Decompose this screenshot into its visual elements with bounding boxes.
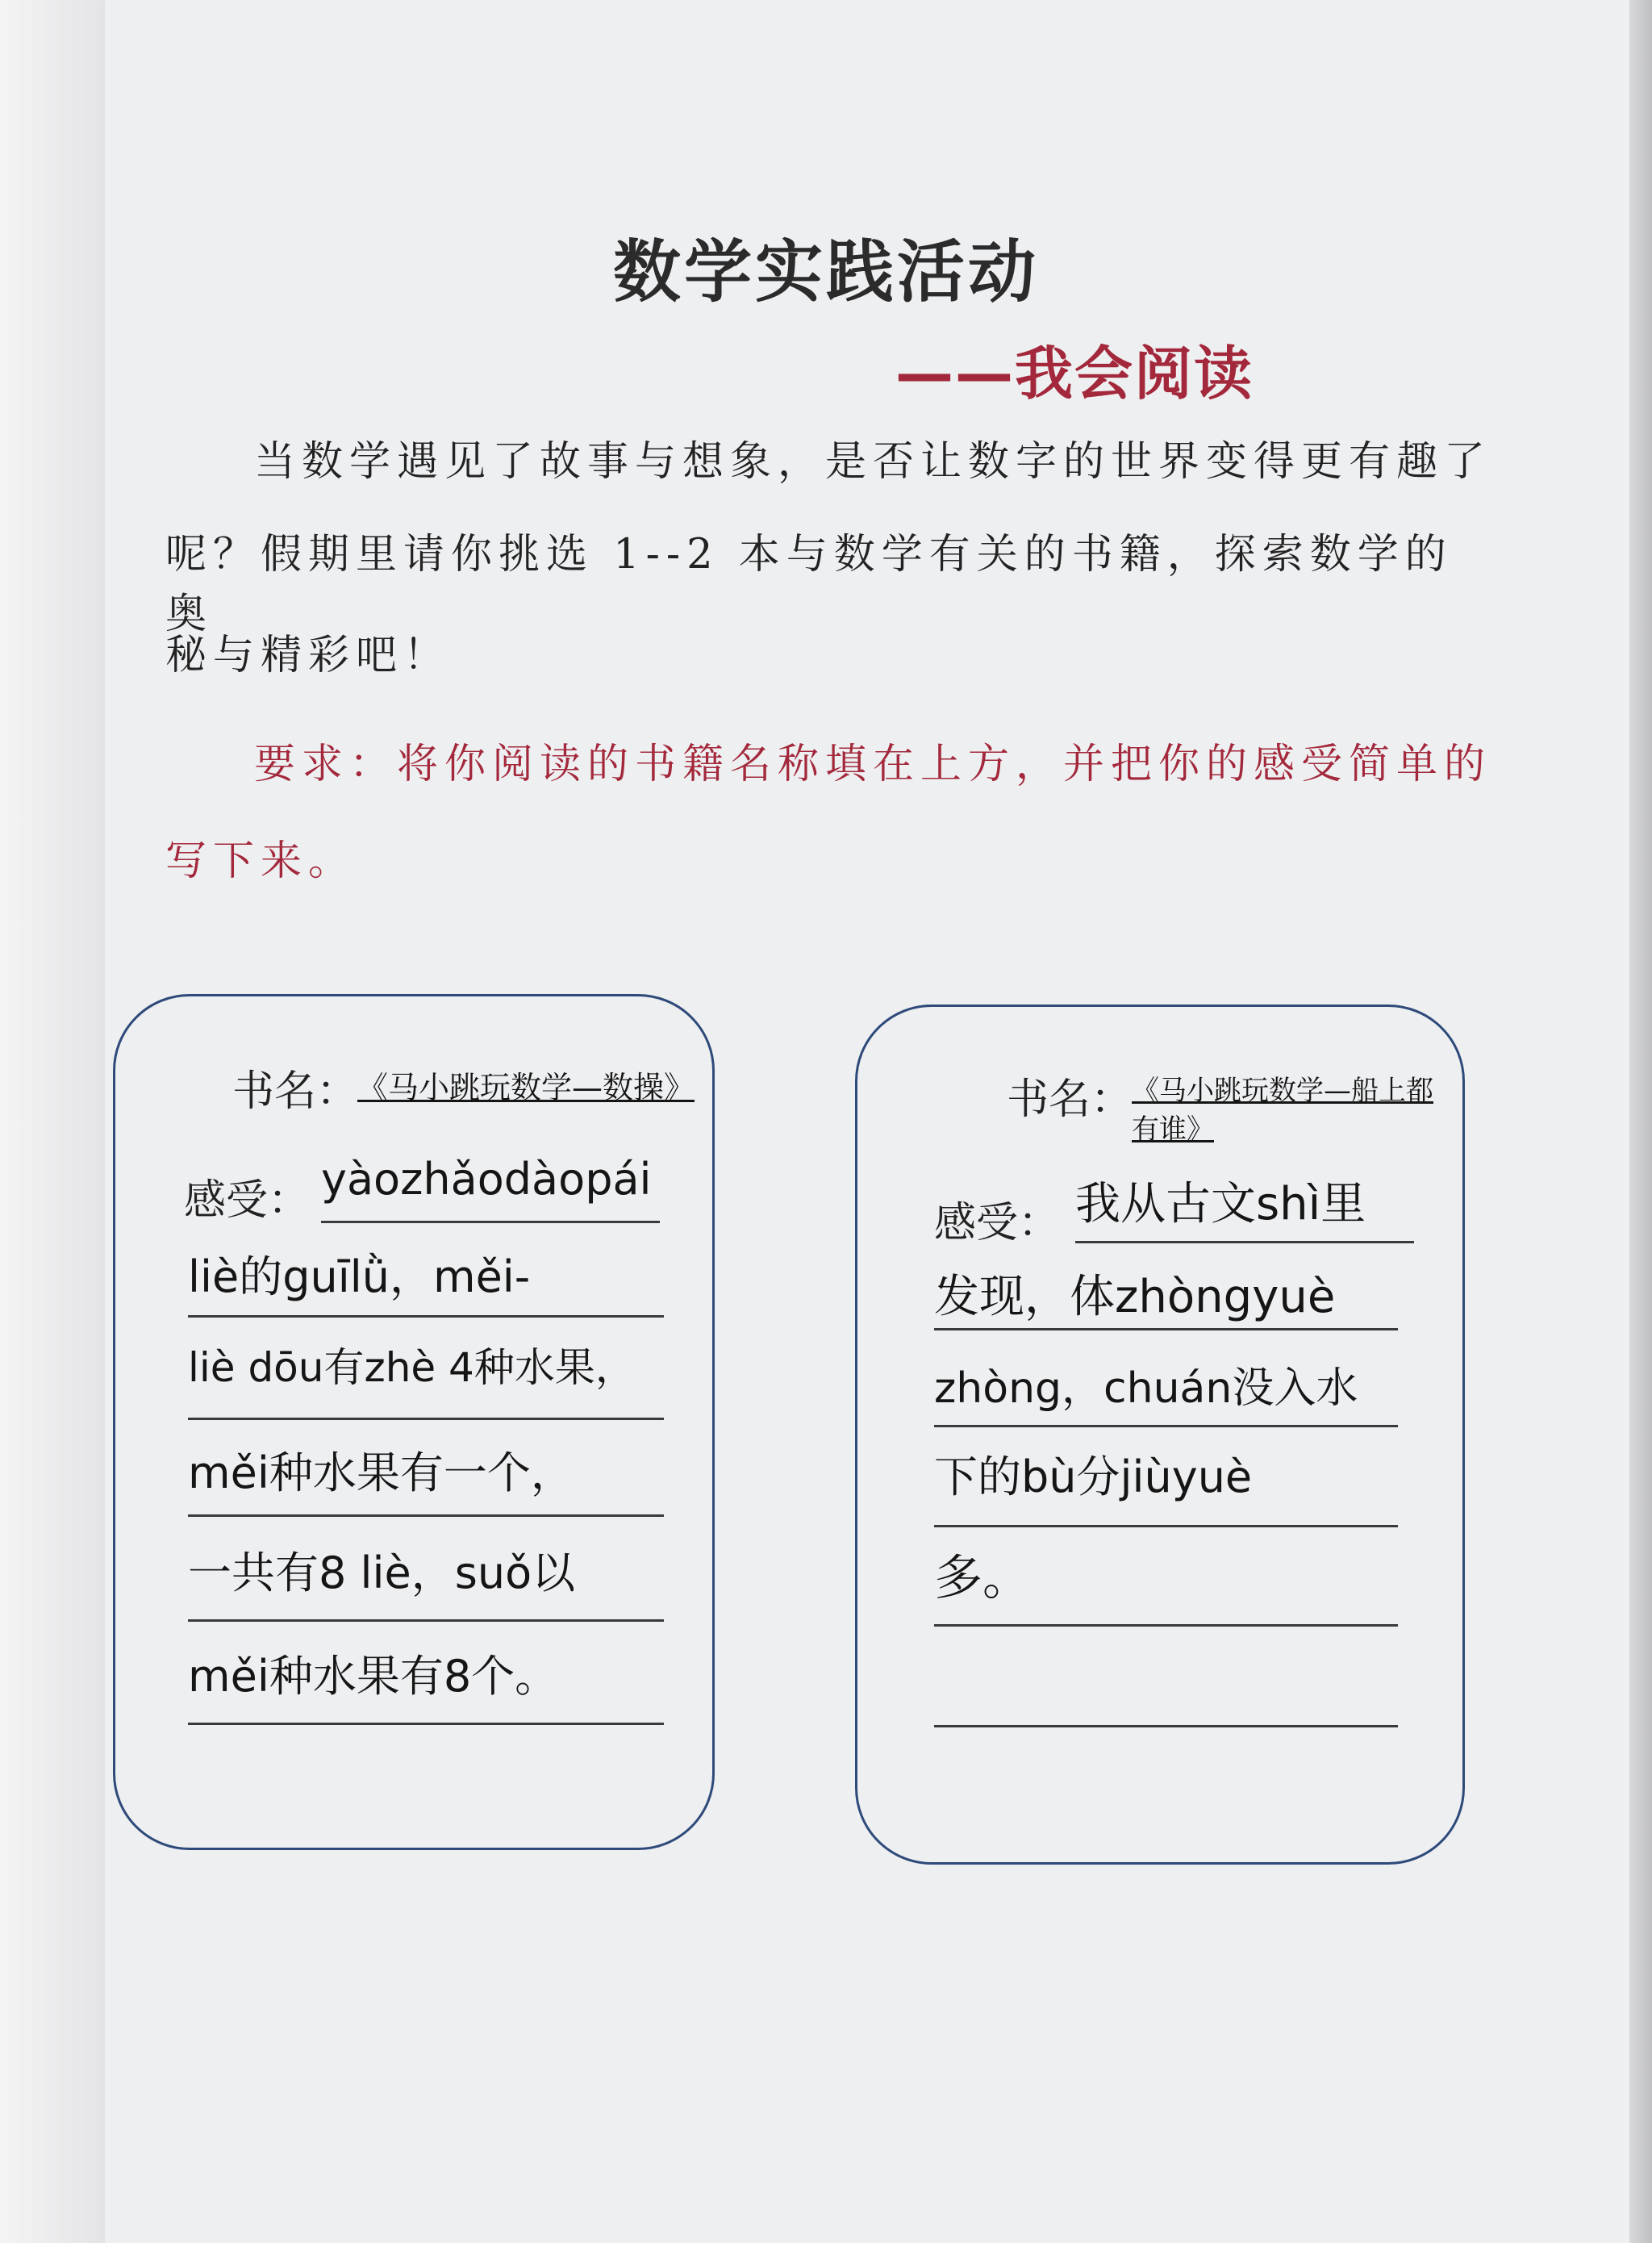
feeling-line-5: 多。: [934, 1550, 1031, 1606]
writing-line: [188, 1418, 664, 1420]
page-stack-edge: [1629, 0, 1652, 2243]
writing-line: [188, 1723, 664, 1725]
requirement-line-2: 写下来。: [165, 837, 357, 885]
writing-line: [321, 1221, 660, 1223]
page-title: 数学实践活动: [612, 232, 1039, 311]
writing-line: [934, 1624, 1398, 1627]
intro-line-1: 当数学遇见了故事与想象，是否让数字的世界变得更有趣了: [254, 438, 1492, 486]
reading-card-1: [113, 994, 715, 1850]
writing-line: [934, 1328, 1398, 1330]
feeling-line-3: zhòng，chuán没入水: [934, 1364, 1358, 1413]
writing-line: [188, 1315, 664, 1318]
intro-line-2: 呢？假期里请你挑选 1--2 本与数学有关的书籍，探索数学的奥: [165, 531, 1453, 638]
feeling-line-1: yàozhǎodàopái: [321, 1154, 652, 1205]
feeling-line-6: měi种水果有8个。: [188, 1651, 559, 1702]
writing-line: [934, 1425, 1398, 1427]
book-name-value: 《马小跳玩数学—数操》: [357, 1070, 695, 1105]
writing-line: [934, 1725, 1398, 1727]
book-name-label: 书名：: [1007, 1076, 1133, 1124]
requirement-line-1: 要求：将你阅读的书籍名称填在上方，并把你的感受简单的: [254, 741, 1492, 788]
writing-line: [1075, 1241, 1414, 1243]
feeling-line-2: liè的guīlǜ，měi-: [188, 1251, 531, 1302]
book-name-label: 书名：: [232, 1067, 359, 1116]
feeling-line-2: 发现，体zhòngyuè: [934, 1271, 1336, 1323]
reading-card-2: [855, 1005, 1465, 1865]
feeling-line-4: 下的bù分jiùyuè: [934, 1451, 1253, 1502]
page-subtitle: ——我会阅读: [895, 340, 1254, 407]
feeling-label: 感受：: [934, 1199, 1061, 1247]
feeling-label: 感受：: [184, 1176, 311, 1225]
writing-line: [188, 1619, 664, 1622]
book-name-value: 《马小跳玩数学—船上都有谁》: [1132, 1075, 1433, 1146]
feeling-line-3: liè dōu有zhè 4种水果，: [188, 1344, 636, 1391]
book-spine-edge: [0, 0, 105, 2243]
writing-line: [188, 1514, 664, 1517]
feeling-line-4: měi种水果有一个，: [188, 1447, 574, 1498]
writing-line: [934, 1525, 1398, 1527]
intro-line-3: 秘与精彩吧！: [165, 632, 452, 679]
feeling-line-1: 我从古文shì里: [1075, 1178, 1366, 1230]
feeling-line-5: 一共有8 liè，suǒ以: [188, 1548, 576, 1598]
